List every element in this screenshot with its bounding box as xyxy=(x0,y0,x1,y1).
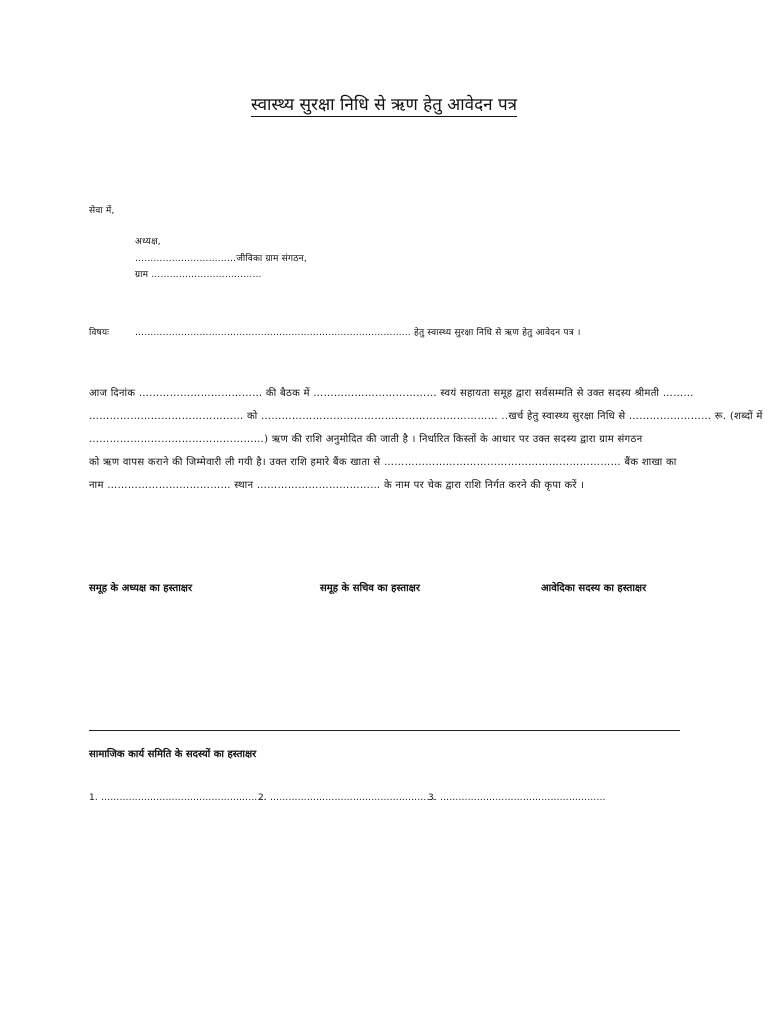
body-line-2: ……………………………………… को …………………………………………………………… ..खर्च हेतु स्वास्थ्य सुरक्षा निधि से …………………… रू. (शब्दों में xyxy=(89,411,763,422)
address-line-2: ……………………………जीविका ग्राम संगठन, xyxy=(135,254,307,264)
committee-member-3: 3. ……………………………………………… xyxy=(428,793,606,803)
body-line-5: नाम ……………………………… स्थान ……………………………… के नाम पर चेक द्वारा राशि निर्गत करने की कृपा करें । xyxy=(89,480,585,491)
divider xyxy=(89,730,680,731)
address-line-1: अध्यक्ष, xyxy=(135,237,161,247)
body-line-3: ……………………………………………) ऋण की राशि अनुमोदित की जाती है । निर्धारित किस्तों के आधार पर उक्त सदस्य द्वारा ग्राम संगठन xyxy=(89,434,643,445)
page-title-text: स्वास्थ्य सुरक्षा निधि से ऋण हेतु आवेदन पत्र xyxy=(250,95,518,115)
body-line-4: को ऋण वापस कराने की जिम्मेवारी ली गयी है। उक्त राशि हमारे बैंक खाता से …………………………………………………………… बैंक शाखा का xyxy=(89,457,677,468)
subject-text: ……………………………………………………………………………… हेतु स्वास्थ्य सुरक्षा निधि से ऋण हेतु आवेदन पत्र । xyxy=(135,328,581,338)
applicant-signature-label: आवेदिका सदस्य का हस्ताक्षर xyxy=(541,583,647,594)
president-signature-label: समूह के अध्यक्ष का हस्ताक्षर xyxy=(89,583,193,594)
secretary-signature-label: समूह के सचिव का हस्ताक्षर xyxy=(320,583,420,594)
address-line-3: ग्राम ……………………………… xyxy=(135,270,262,280)
committee-member-1: 1. ……………………………………………… xyxy=(89,793,267,803)
committee-heading: सामाजिक कार्य समिति के सदस्यों का हस्ताक्षर xyxy=(89,749,257,760)
subject-label: विषयः xyxy=(89,328,110,338)
body-line-1: आज दिनांक ……………………………… की बैठक में ……………………………… स्वयं सहायता समूह द्वारा सर्वसम्मति से उक्त सदस्य श्रीमती ……… xyxy=(89,388,694,399)
page-title xyxy=(0,92,768,115)
salutation: सेवा में, xyxy=(89,206,115,216)
committee-member-2: 2. ……………………………………………… xyxy=(258,793,436,803)
